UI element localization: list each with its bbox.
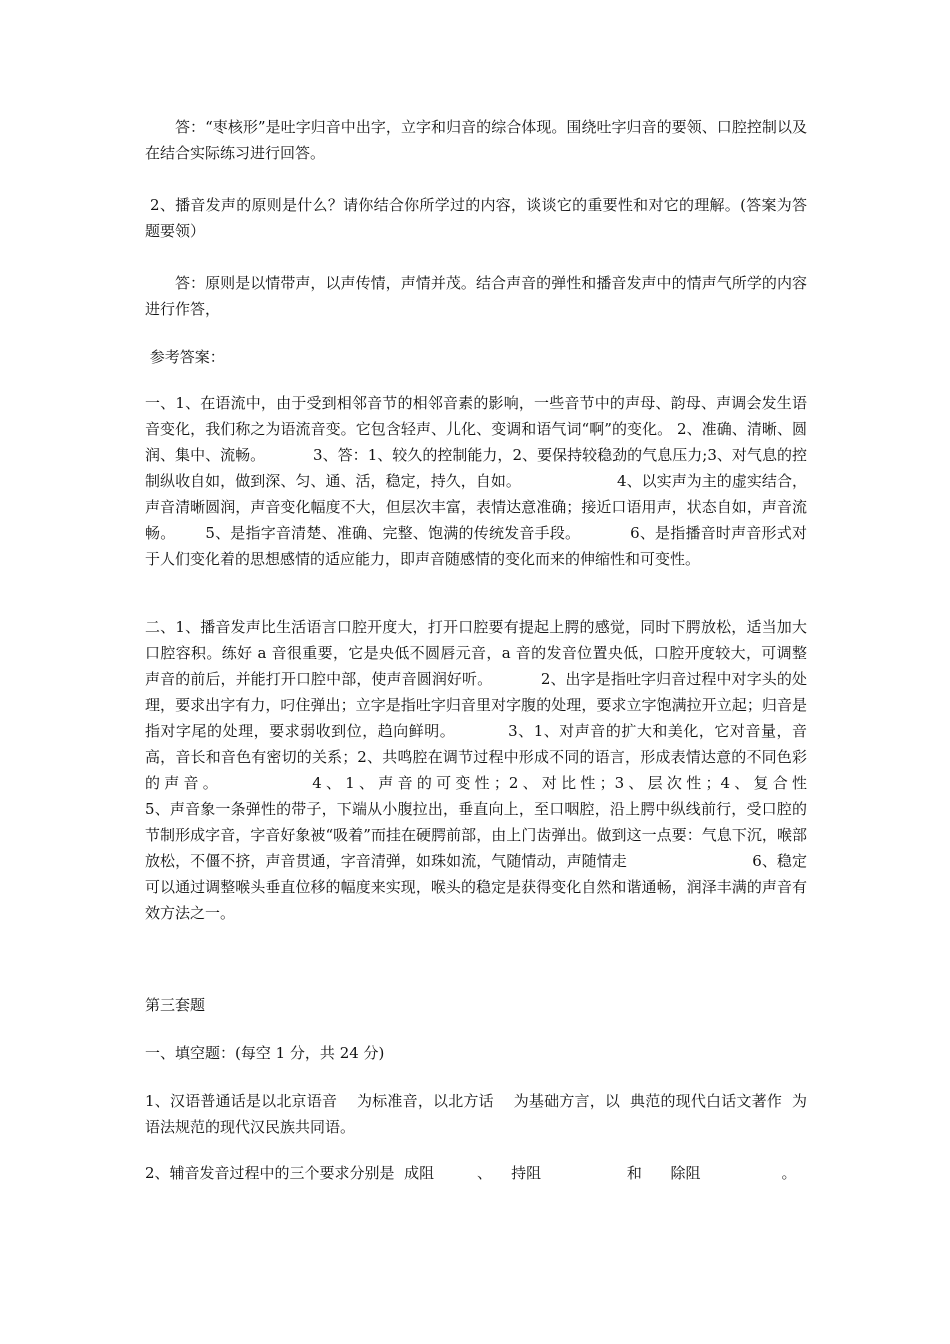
fill-question-2: 2、辅音发音过程中的三个要求分别是 成阻 、 持阻 和 除阻 。	[145, 1164, 797, 1182]
set-three-title: 第三套题	[145, 996, 206, 1014]
section-two-answers: 二、1、播音发声比生活语言口腔开度大，打开口腔要有提起上腭的感觉，同时下腭放松，适当加大口腔容积。练好 a 音很重要，它是央低不圆唇元音，a 音的发音位置央低，口腔开度较大，可调整声音的前后，并能打开口腔中部，使声音圆润好听。 2、出字是指吐字归音过程中对字头的处理，要求出字有力，叼住弹出；立字是指吐字归音里对字腹的处理，要求立字饱满拉开立起；归音是指对字尾的处理，要求弱收到位，趋向鲜明。 3、1、对声音的扩大和美化，它对音量，音高，音长和音色有密切的关系；2、共鸣腔在调节过程中形成不同的语言，形成表情达意的不同色彩的声音。 4、1、声音的可变性；2、对比性；3、层次性；4、复合性 5、声音象一条弹性的带子，下端从小腹拉出，垂直向上，至口咽腔，沿上腭中纵线前行，受口腔的节制形成字音，字音好象被“吸着”而挂在硬腭前部，由上门齿弹出。做到这一点要：气息下沉，喉部放松，不僵不挤，声音贯通，字音清弹，如珠如流，气随情动，声随情走 6、稳定可以通过调整喉头垂直位移的幅度来实现，喉头的稳定是获得变化自然和谐通畅，润泽丰满的声音有效方法之一。	[145, 618, 950, 922]
answer-zaohe-paragraph: 答：“枣核形”是吐字归音中出字，立字和归音的综合体现。围绕吐字归音的要领、口腔控制以及在结合实际练习进行回答。	[145, 118, 807, 162]
answer-2-paragraph: 答：原则是以情带声，以声传情，声情并茂。结合声音的弹性和播音发声中的情声气所学的内容进行作答，	[145, 274, 807, 318]
section-one-answers: 一、1、在语流中，由于受到相邻音节的相邻音素的影响，一些音节中的声母、韵母、声调会发生语音变化，我们称之为语流音变。它包含轻声、儿化、变调和语气词“啊”的变化。 2、准确、清晰、圆润、集中、流畅。 3、答：1、较久的控制能力，2、要保持较稳劲的气息压力;3、对气息的控制纵收自如，做到深、匀、通、活，稳定，持久，自如。 4、以实声为主的虚实结合，声音清晰圆润，声音变化幅度不大，但层次丰富，表情达意准确；接近口语用声，状态自如，声音流畅。 5、是指字音清楚、准确、完整、饱满的传统发音手段。 6、是指播音时声音形式对于人们变化着的思想感情的适应能力，即声音随感情的变化而来的伸缩性和可变性。	[145, 394, 807, 568]
fill-blank-heading: 一、填空题：(每空 1 分，共 24 分)	[145, 1044, 385, 1062]
reference-answers-heading: 参考答案：	[145, 348, 225, 366]
fill-question-1: 1、汉语普通话是以北京语音 为标准音，以北方话 为基础方言，以 典范的现代白话文著作 为语法规范的现代汉民族共同语。	[145, 1092, 807, 1136]
question-2-paragraph: 2、播音发声的原则是什么？请你结合你所学过的内容，谈谈它的重要性和对它的理解。(答案为答题要领）	[145, 196, 807, 240]
